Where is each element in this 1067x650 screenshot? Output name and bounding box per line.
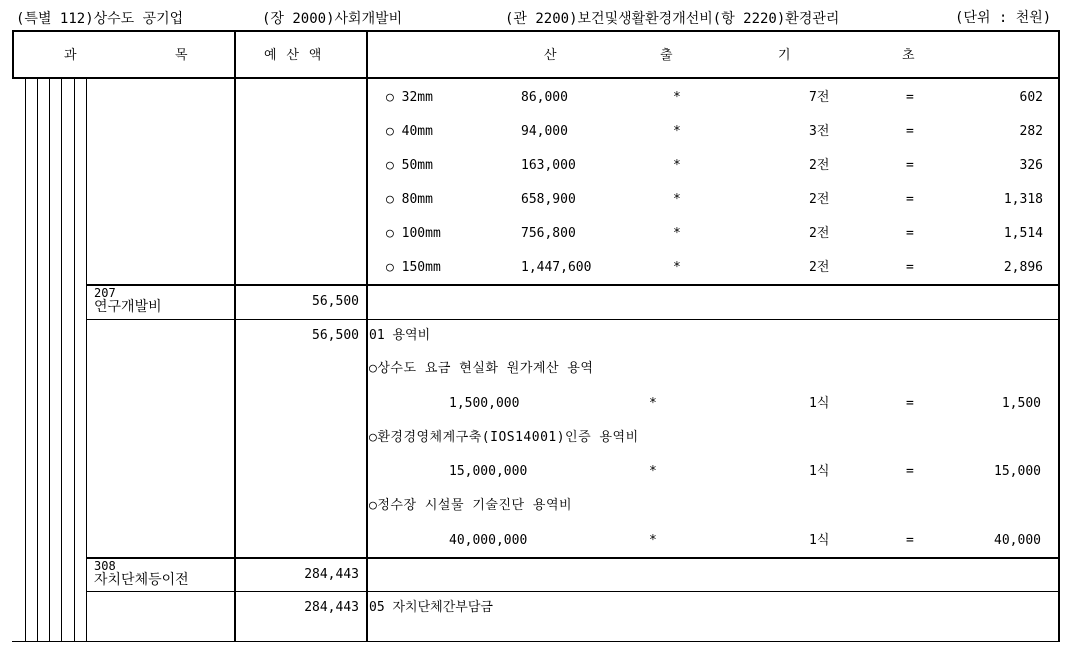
service-name: ○상수도 요금 현실화 원가계산 용역	[369, 361, 594, 376]
header-calc-1: 산	[544, 48, 557, 63]
row-border	[86, 557, 1059, 559]
level-column-line	[37, 78, 38, 642]
header-calc-3: 기	[778, 48, 791, 63]
equals-sign: =	[906, 533, 914, 548]
pipe-amount: 326	[1019, 158, 1043, 173]
pipe-price: 1,447,600	[521, 260, 592, 275]
multiply-sign: *	[649, 533, 657, 548]
multiply-sign: *	[673, 192, 681, 207]
pipe-qty: 3전	[809, 124, 830, 139]
service-qty: 1식	[809, 533, 830, 548]
pipe-amount: 1,318	[1003, 192, 1043, 207]
service-price: 15,000,000	[449, 464, 528, 479]
pipe-size: ○ 32mm	[386, 90, 433, 105]
sub-01-title: 01 용역비	[369, 328, 431, 343]
pipe-price: 756,800	[521, 226, 576, 241]
header-bottom-border	[12, 77, 1059, 79]
equals-sign: =	[906, 396, 914, 411]
row-border	[86, 319, 1059, 320]
service-price: 40,000,000	[449, 533, 528, 548]
sub-05-amount: 284,443	[304, 600, 359, 615]
service-qty: 1식	[809, 464, 830, 479]
pipe-qty: 7전	[809, 90, 830, 105]
equals-sign: =	[906, 124, 914, 139]
equals-sign: =	[906, 192, 914, 207]
unit-label: (단위 : 천원)	[955, 10, 1052, 26]
table-left-border	[12, 30, 14, 78]
multiply-sign: *	[649, 464, 657, 479]
multiply-sign: *	[673, 124, 681, 139]
pipe-amount: 2,896	[1003, 260, 1043, 275]
pipe-qty: 2전	[809, 158, 830, 173]
item-207-name: 연구개발비	[94, 299, 162, 315]
equals-sign: =	[906, 158, 914, 173]
service-amount: 1,500	[1001, 396, 1041, 411]
level-column-line	[86, 78, 87, 642]
sub-05-title: 05 자치단체간부담금	[369, 600, 493, 615]
header-budget: 예 산 액	[264, 48, 323, 63]
service-name: ○정수장 시설물 기술진단 용역비	[369, 498, 573, 513]
equals-sign: =	[906, 464, 914, 479]
pipe-price: 94,000	[521, 124, 568, 139]
pipe-qty: 2전	[809, 260, 830, 275]
pipe-amount: 602	[1019, 90, 1043, 105]
service-amount: 40,000	[994, 533, 1041, 548]
pipe-size: ○ 150mm	[386, 260, 441, 275]
pipe-price: 658,900	[521, 192, 576, 207]
pipe-amount: 282	[1019, 124, 1043, 139]
multiply-sign: *	[673, 158, 681, 173]
multiply-sign: *	[649, 396, 657, 411]
pipe-amount: 1,514	[1003, 226, 1043, 241]
service-amount: 15,000	[994, 464, 1041, 479]
pipe-size: ○ 80mm	[386, 192, 433, 207]
equals-sign: =	[906, 90, 914, 105]
item-207-code: 207	[94, 286, 116, 300]
pipe-size: ○ 40mm	[386, 124, 433, 139]
level-column-line	[25, 78, 26, 642]
row-border	[86, 591, 1059, 592]
pipe-qty: 2전	[809, 226, 830, 241]
header-calc-4: 초	[902, 48, 915, 63]
service-name: ○환경경영체계구축(IOS14001)인증 용역비	[369, 430, 639, 445]
multiply-sign: *	[673, 90, 681, 105]
budget-column-left-border	[234, 30, 236, 642]
level-column-line	[61, 78, 62, 642]
item-308-amount: 284,443	[304, 567, 359, 582]
pipe-size: ○ 50mm	[386, 158, 433, 173]
pipe-price: 163,000	[521, 158, 576, 173]
equals-sign: =	[906, 260, 914, 275]
item-207-amount: 56,500	[312, 294, 359, 309]
level-column-line	[49, 78, 50, 642]
level-column-line	[74, 78, 75, 642]
service-qty: 1식	[809, 396, 830, 411]
multiply-sign: *	[673, 226, 681, 241]
special-account-label: (특별 112)상수도 공기업	[16, 11, 184, 27]
sub-01-amount: 56,500	[312, 328, 359, 343]
service-price: 1,500,000	[449, 396, 520, 411]
table-bottom-border	[12, 641, 1059, 642]
header-subject-left: 과	[64, 48, 77, 63]
item-308-code: 308	[94, 559, 116, 573]
pipe-price: 86,000	[521, 90, 568, 105]
chapter-label: (장 2000)사회개발비	[262, 11, 403, 27]
equals-sign: =	[906, 226, 914, 241]
table-top-border	[12, 30, 1059, 32]
pipe-size: ○ 100mm	[386, 226, 441, 241]
multiply-sign: *	[673, 260, 681, 275]
header-calc-2: 출	[660, 48, 673, 63]
row-border	[86, 284, 1059, 286]
pipe-qty: 2전	[809, 192, 830, 207]
header-subject-right: 목	[175, 48, 188, 63]
table-right-border	[1058, 30, 1060, 642]
section-label: (관 2200)보건및생활환경개선비(항 2220)환경관리	[505, 11, 840, 27]
calc-column-left-border	[366, 30, 368, 642]
item-308-name: 자치단체등이전	[94, 572, 189, 588]
